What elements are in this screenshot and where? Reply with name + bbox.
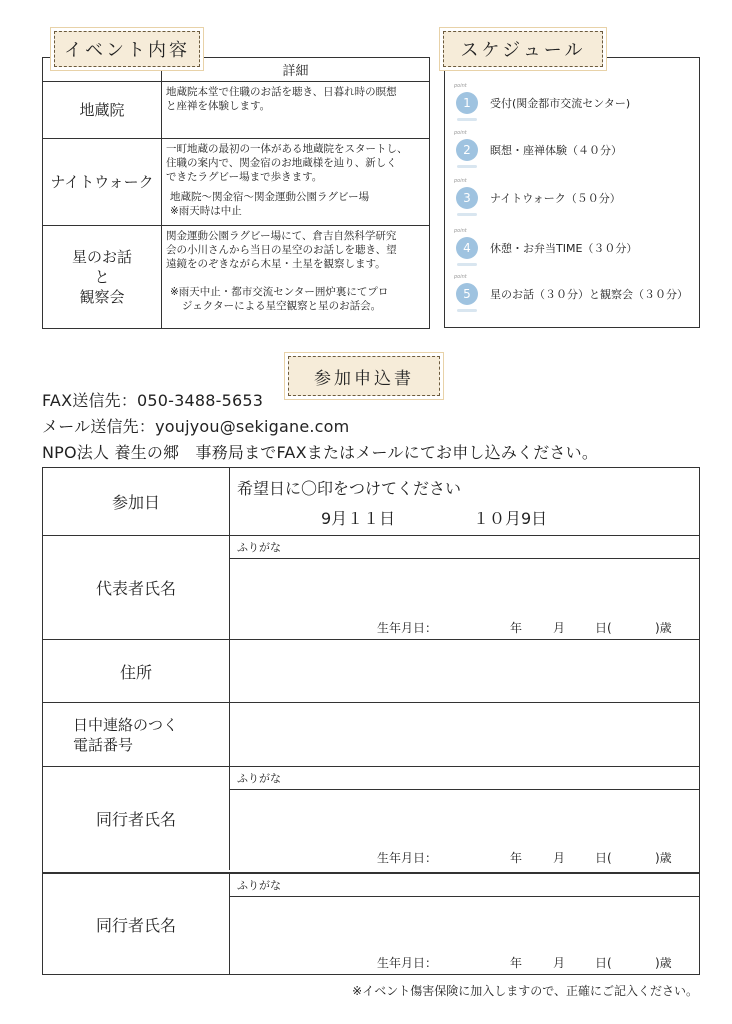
- birth-month: 月: [553, 851, 566, 865]
- companion-2-name-field[interactable]: [231, 897, 699, 952]
- detail-line: と座禅を体験します。: [166, 100, 271, 112]
- detail-route: 地蔵院～関金宿～関金運動公園ラグビー場: [170, 191, 370, 203]
- phone-label-line: 日中連絡のつく: [73, 715, 179, 734]
- birth-label: 生年月日：: [377, 621, 438, 635]
- birth-label: 生年月日：: [377, 956, 438, 970]
- row-address: [43, 639, 699, 702]
- furigana-label: ふりがな: [237, 879, 281, 892]
- schedule-item-5: [456, 283, 688, 305]
- age: )歳: [655, 956, 672, 970]
- detail-line: 関金運動公園ラグビー場にて、倉吉自然科学研究: [166, 230, 397, 242]
- point-5-icon: point 5: [456, 283, 478, 305]
- detail-note: ※雨天時は中止: [170, 205, 242, 217]
- address-field[interactable]: [231, 640, 699, 702]
- application-title-text: 参加申込書: [314, 368, 414, 389]
- companion-label: 同行者氏名: [43, 874, 230, 974]
- event-name-line: 観察会: [79, 288, 125, 306]
- event-detail-jizoin: [162, 82, 430, 139]
- event-table: [42, 57, 430, 329]
- event-section-title: [54, 31, 200, 67]
- birth-year: 年: [510, 851, 523, 865]
- detail-line: できたラグビー場まで歩きます。: [166, 171, 323, 183]
- detail-line: 地蔵院本堂で住職のお話を聴き、日暮れ時の瞑想: [166, 86, 397, 98]
- date-option-2[interactable]: １０月9日: [473, 509, 548, 528]
- address-label: 住所: [43, 640, 230, 702]
- schedule-section-title-text: スケジュール: [460, 40, 586, 61]
- event-section-title-text: イベント内容: [64, 40, 190, 61]
- row-companion-1: [43, 766, 699, 870]
- point-3-icon: point 3: [456, 187, 478, 209]
- row-companion-2: [43, 872, 699, 974]
- detail-note: ジェクターによる星空観察と星のお話会。: [182, 300, 382, 312]
- detail-line: 遠鏡をのぞきながら木星・土星を観察します。: [166, 258, 386, 270]
- fax-number: FAX送信先：050-3488-5653: [42, 391, 264, 410]
- representative-name-field[interactable]: [231, 559, 699, 614]
- event-name-jizoin: 地蔵院: [43, 82, 162, 139]
- event-detail-nightwalk: [162, 139, 430, 226]
- organization-note: NPO法人 養生の郷 事務局までFAXまたはメールにてお申し込みください。: [42, 443, 599, 462]
- point-2-icon: point 2: [456, 139, 478, 161]
- detail-line: 住職の案内で、関金宿のお地蔵様を辿り、新しく: [166, 157, 397, 169]
- schedule-item-1: [456, 92, 630, 114]
- birth-month: 月: [553, 956, 566, 970]
- companion-1-name-field[interactable]: [231, 790, 699, 845]
- detail-note: ※雨天中止・都市交流センター囲炉裏にてプロ: [170, 286, 389, 298]
- schedule-item-3: [456, 187, 621, 209]
- phone-field[interactable]: [231, 703, 699, 766]
- birth-year: 年: [510, 956, 523, 970]
- participation-label: 参加日: [43, 468, 230, 535]
- row-representative: [43, 535, 699, 639]
- birth-label: 生年月日：: [377, 851, 438, 865]
- point-1-icon: point 1: [456, 92, 478, 114]
- schedule-section-title: [443, 31, 603, 67]
- point-4-icon: point 4: [456, 237, 478, 259]
- insurance-footnote: ※イベント傷害保険に加入しますので、正確にご記入ください。: [352, 984, 698, 998]
- detail-line: 会の小川さんから当日の星空のお話しを聴き、望: [166, 244, 397, 256]
- detail-line: 一町地蔵の最初の一体がある地蔵院をスタートし、: [166, 143, 408, 155]
- mail-address: メール送信先：youjyou@sekigane.com: [42, 417, 350, 436]
- birth-year: 年: [510, 621, 523, 635]
- schedule-label: 休憩・お弁当TIME（３０分）: [490, 242, 638, 255]
- age: )歳: [655, 851, 672, 865]
- application-form: [42, 467, 700, 975]
- schedule-label: ナイトウォーク（５０分）: [490, 192, 621, 205]
- birth-day: 日(: [595, 621, 612, 635]
- birth-month: 月: [553, 621, 566, 635]
- event-name-line: と: [94, 268, 110, 286]
- phone-label-line: 電話番号: [73, 735, 134, 754]
- row-phone: [43, 702, 699, 766]
- companion-label: 同行者氏名: [43, 767, 230, 870]
- phone-label: [43, 703, 230, 766]
- participation-instruction: 希望日に〇印をつけてください: [237, 479, 462, 498]
- schedule-label: 瞑想・座禅体験（４０分）: [490, 144, 622, 157]
- event-name-nightwalk: ナイトウォーク: [43, 139, 162, 226]
- birth-day: 日(: [595, 851, 612, 865]
- age: )歳: [655, 621, 672, 635]
- schedule-item-4: [456, 237, 637, 259]
- event-name-stars: [43, 226, 162, 329]
- row-participation: [43, 468, 699, 535]
- representative-label: 代表者氏名: [43, 536, 230, 639]
- event-name-line: 星のお話: [71, 248, 132, 266]
- birth-day: 日(: [595, 956, 612, 970]
- schedule-label: 星のお話（３０分）と観察会（３０分）: [490, 288, 688, 301]
- application-title: [288, 356, 440, 396]
- date-option-1[interactable]: 9月１１日: [321, 509, 396, 528]
- schedule-label: 受付(関金都市交流センター): [490, 97, 631, 110]
- furigana-label: ふりがな: [237, 541, 281, 554]
- event-detail-stars: [162, 226, 430, 329]
- furigana-label: ふりがな: [237, 772, 281, 785]
- schedule-item-2: [456, 139, 622, 161]
- event-detail-header: 詳細: [162, 58, 430, 82]
